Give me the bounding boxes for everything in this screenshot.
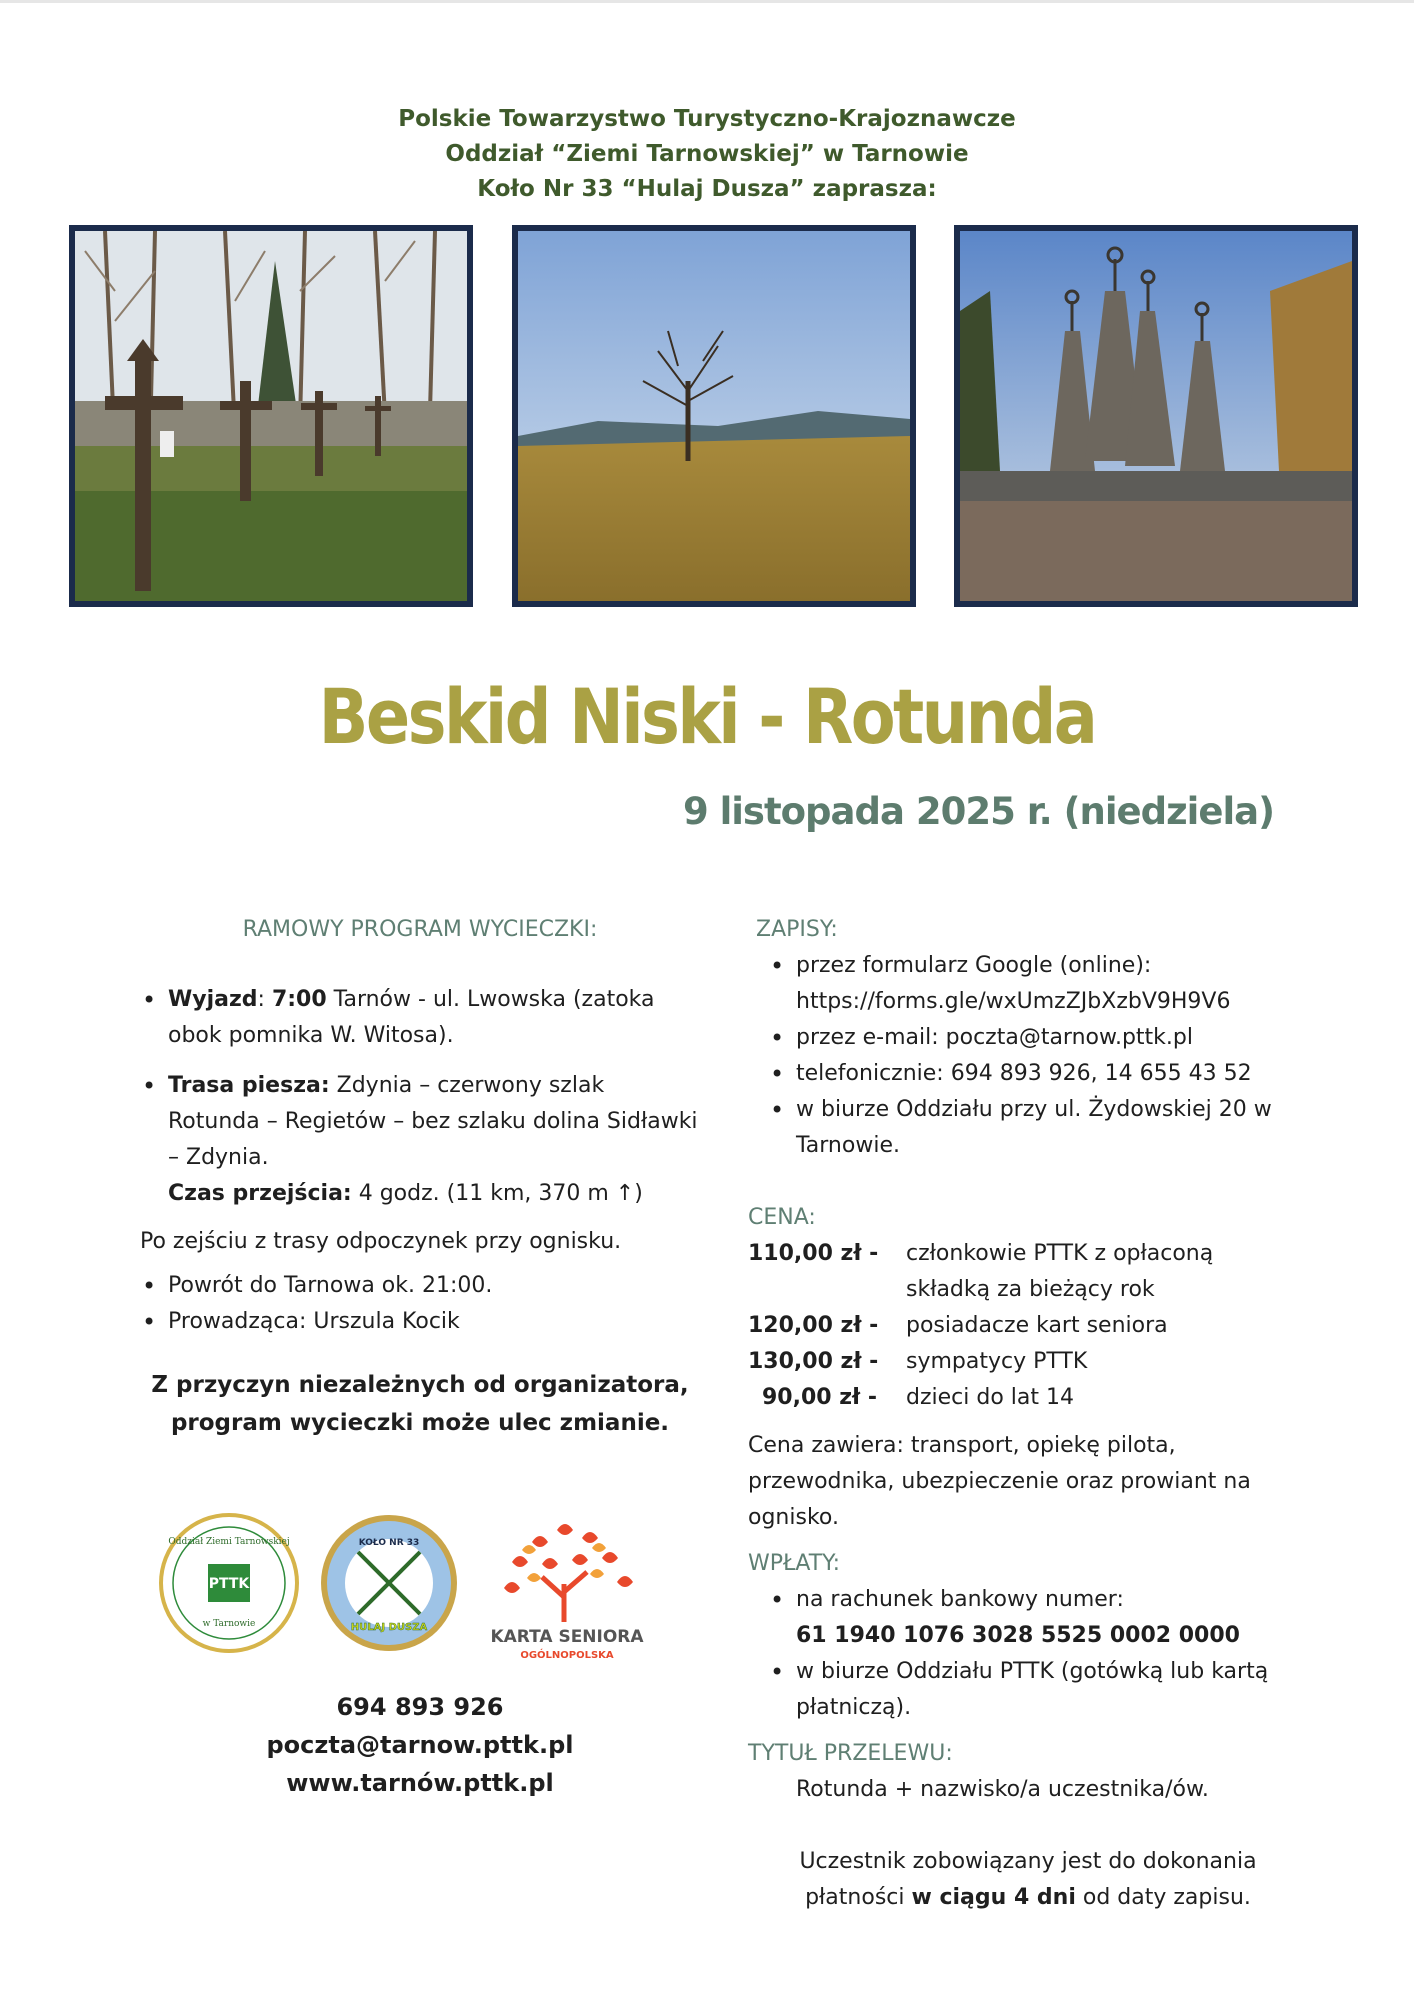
- departure-time: 7:00: [271, 987, 327, 1012]
- departure-item: • Wyjazd: 7:00 Tarnów - ul. Lwowska (zatoka obok pomnika W. Witosa).: [140, 982, 700, 1054]
- program-heading: RAMOWY PROGRAM WYCIECZKI:: [242, 917, 598, 942]
- header-line-3: Koło Nr 33 “Hulaj Dusza” zaprasza:: [477, 176, 937, 202]
- deadline-pre: płatności: [805, 1885, 912, 1910]
- signup-list: [748, 948, 1348, 1164]
- leader-item: • Prowadząca: Urszula Kocik: [140, 1304, 700, 1340]
- price-desc: posiadacze kart seniora: [906, 1313, 1168, 1338]
- photo-rotunda-towers: [954, 225, 1358, 607]
- photo-war-cemetery-crosses: [69, 225, 473, 607]
- trip-title: Beskid Niski - Rotunda: [318, 672, 1096, 761]
- info-column: [748, 912, 1348, 1916]
- notice-line-1: Z przyczyn niezależnych od organizatora,: [151, 1372, 689, 1398]
- payment-deadline-note: [748, 1844, 1308, 1916]
- photo-meadow-tree: [512, 225, 916, 607]
- payment-bank: [768, 1582, 1348, 1654]
- price-row: [748, 1236, 1348, 1308]
- karta-seniora-logo: [472, 1512, 662, 1666]
- departure-text: Tarnów - ul. Lwowska (zatoka obok pomnika W. Witosa).: [168, 987, 655, 1048]
- time-text: 4 godz. (11 km, 370 m ↑): [351, 1181, 643, 1206]
- contact-website: www.tarnów.pttk.pl: [286, 1769, 554, 1797]
- bank-account-number: 61 1940 1076 3028 5525 0002 0000: [796, 1623, 1240, 1648]
- payment-office: • w biurze Oddziału PTTK (gotówką lub kartą płatniczą).: [768, 1654, 1348, 1726]
- payment-bank-text: na rachunek bankowy numer:: [796, 1587, 1124, 1612]
- after-hike-text: Po zejściu z trasy odpoczynek przy ognisku.: [140, 1229, 622, 1254]
- hulaj-center-text: HULAJ DUSZA: [350, 1622, 428, 1633]
- route-label: Trasa piesza:: [168, 1073, 330, 1098]
- deadline-post: od daty zapisu.: [1075, 1885, 1251, 1910]
- return-item: • Powrót do Tarnowa ok. 21:00.: [140, 1268, 700, 1304]
- pttk-bottom-text: w Tarnowie: [202, 1619, 256, 1629]
- deadline-bold: w ciągu 4 dni: [911, 1885, 1076, 1910]
- payments-list: [748, 1582, 1348, 1726]
- price-amount: 90,00 zł -: [762, 1385, 878, 1410]
- notice-line-2: program wycieczki może ulec zmianie.: [170, 1410, 670, 1436]
- price-desc: dzieci do lat 14: [906, 1385, 1074, 1410]
- program-column: [140, 912, 700, 1442]
- header-line-2: Oddział “Ziemi Tarnowskiej” w Tarnowie: [445, 141, 969, 167]
- departure-label: Wyjazd: [168, 987, 258, 1012]
- hulaj-top-text: KOŁO NR 33: [358, 1538, 420, 1548]
- contact-email: poczta@tarnow.pttk.pl: [266, 1731, 574, 1759]
- price-row: [748, 1380, 1348, 1416]
- transfer-title-text: Rotunda + nazwisko/a uczestnika/ów.: [796, 1777, 1209, 1802]
- route-text: Zdynia – czerwony szlak Rotunda – Regietów – bez szlaku dolina Sidławki – Zdynia.: [168, 1073, 698, 1170]
- price-amount: 120,00 zł -: [748, 1313, 879, 1338]
- signup-phone: • telefonicznie: 694 893 926, 14 655 43 52: [768, 1056, 1348, 1092]
- price-desc: członkowie PTTK z opłaconą składką za bieżący rok: [906, 1241, 1214, 1302]
- price-table: [748, 1236, 1348, 1416]
- price-includes: Cena zawiera: transport, opiekę pilota, przewodnika, ubezpieczenie oraz prowiant na ognisko.: [748, 1433, 1251, 1530]
- price-amount: 130,00 zł -: [748, 1349, 879, 1374]
- organizer-header: [0, 102, 1414, 207]
- route-item: [140, 1068, 700, 1212]
- change-notice: [140, 1366, 700, 1442]
- price-heading: CENA:: [748, 1205, 816, 1230]
- contact-block: [140, 1688, 700, 1802]
- karta-subtitle-text: OGÓLNOPOLSKA: [520, 1650, 614, 1661]
- top-border: [0, 0, 1414, 3]
- signup-email: • przez e-mail: poczta@tarnow.pttk.pl: [768, 1020, 1348, 1056]
- karta-title-text: KARTA SENIORA: [490, 1627, 644, 1647]
- hulaj-dusza-logo: [318, 1512, 460, 1658]
- price-amount: 110,00 zł -: [748, 1241, 879, 1266]
- payments-heading: WPŁATY:: [748, 1551, 841, 1576]
- pttk-center-text: PTTK: [208, 1576, 250, 1592]
- signup-google-form: • przez formularz Google (online): https://forms.gle/wxUmzZJbXzbV9H9V6: [768, 948, 1348, 1020]
- pttk-top-text: Oddział Ziemi Tarnowskiej: [168, 1537, 290, 1547]
- program-list-1: [140, 982, 700, 1212]
- deadline-line-2: [748, 1880, 1308, 1916]
- signup-office: • w biurze Oddziału przy ul. Żydowskiej 20 w Tarnowie.: [768, 1092, 1348, 1164]
- pttk-tarnow-logo: [158, 1512, 300, 1658]
- time-label: Czas przejścia:: [168, 1181, 352, 1206]
- price-row: [748, 1308, 1348, 1344]
- signup-heading: ZAPISY:: [756, 917, 838, 942]
- trip-date: 9 listopada 2025 r. (niedziela): [682, 790, 1274, 833]
- transfer-heading: TYTUŁ PRZELEWU:: [748, 1741, 953, 1766]
- contact-phone: 694 893 926: [336, 1693, 504, 1721]
- price-desc: sympatycy PTTK: [906, 1349, 1088, 1374]
- program-list-2: [140, 1268, 700, 1340]
- price-row: [748, 1344, 1348, 1380]
- header-line-1: Polskie Towarzystwo Turystyczno-Krajoznawcze: [398, 106, 1016, 132]
- deadline-line-1: Uczestnik zobowiązany jest do dokonania: [799, 1849, 1257, 1874]
